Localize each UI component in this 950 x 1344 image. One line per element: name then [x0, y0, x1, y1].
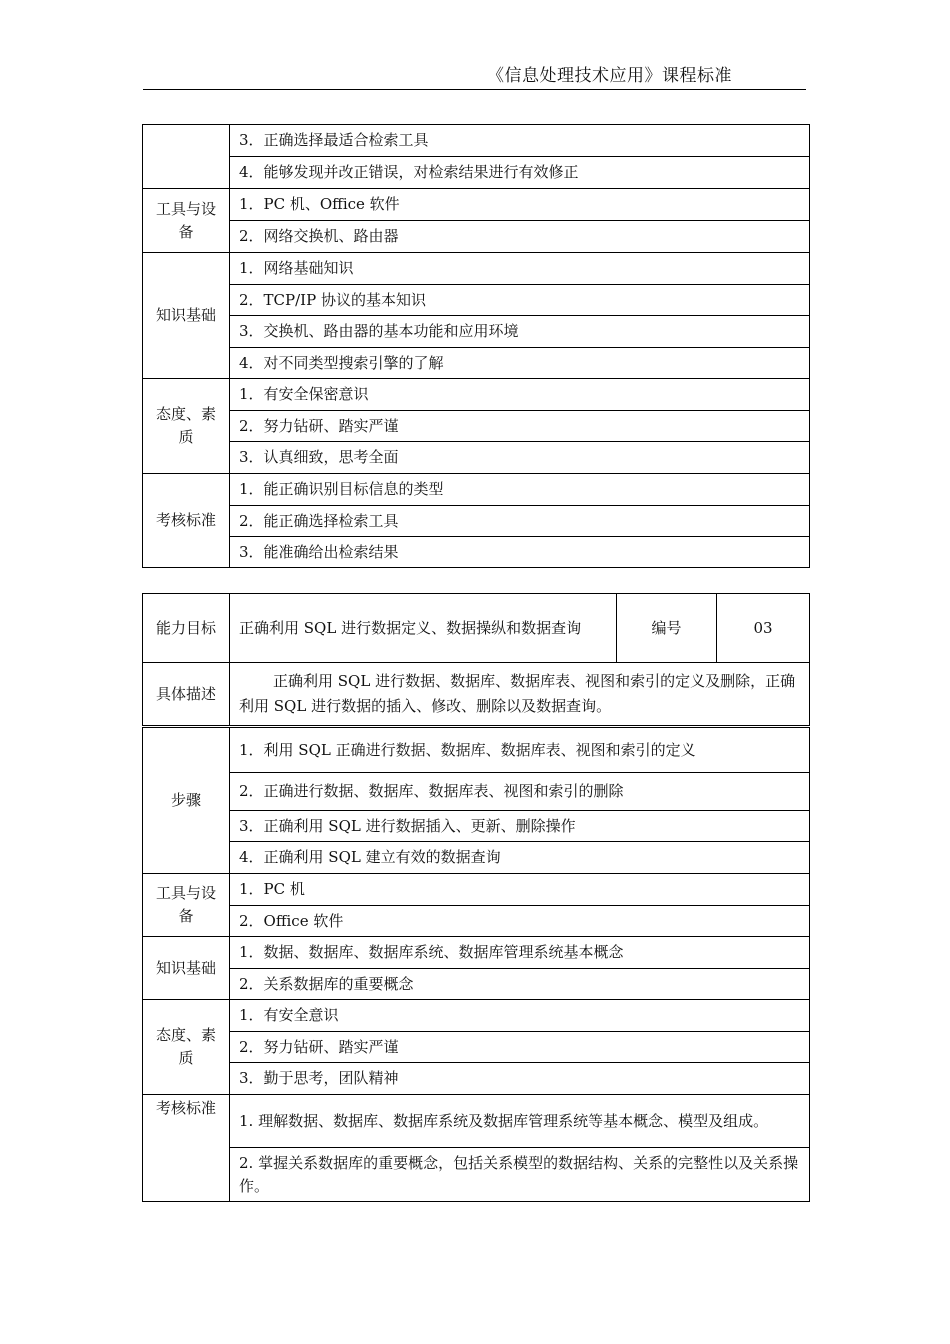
- description-label: 具体描述: [143, 663, 230, 727]
- list-item: 2．Office 软件: [230, 906, 810, 937]
- cat-assessment: 考核标准: [143, 1095, 230, 1202]
- list-item: 4．正确利用 SQL 建立有效的数据查询: [230, 842, 810, 874]
- list-item: 1．PC 机: [230, 874, 810, 906]
- list-item: 2．努力钻研、踏实严谨: [230, 1032, 810, 1063]
- cat-tools: 工具与设备: [143, 874, 230, 937]
- table-competency-continued: [142, 124, 810, 568]
- list-item: 2．TCP/IP 协议的基本知识: [230, 285, 810, 316]
- list-item: 3．交换机、路由器的基本功能和应用环境: [230, 316, 810, 348]
- list-item: 2. 掌握关系数据库的重要概念，包括关系模型的数据结构、关系的完整性以及关系操作。: [230, 1148, 810, 1202]
- list-item: 2．能正确选择检索工具: [230, 506, 810, 537]
- ability-label: 能力目标: [143, 594, 230, 663]
- list-item: 3．正确选择最适合检索工具: [230, 125, 810, 157]
- header-title: 《信息处理技术应用》课程标准: [487, 66, 732, 86]
- ability-value: 正确利用 SQL 进行数据定义、数据操纵和数据查询: [230, 594, 617, 663]
- cat-assessment: 考核标准: [143, 474, 230, 568]
- list-item: 1．有安全意识: [230, 1000, 810, 1032]
- description-text: 正确利用 SQL 进行数据、数据库、数据库表、视图和索引的定义及删除，正确利用 SQL 进行数据的插入、修改、删除以及数据查询。: [230, 663, 810, 727]
- list-item: 2．正确进行数据、数据库、数据库表、视图和索引的删除: [230, 773, 810, 811]
- list-item: 1．利用 SQL 正确进行数据、数据库、数据库表、视图和索引的定义: [230, 727, 810, 773]
- cat-steps: 步骤: [143, 727, 230, 874]
- table-competency-03: [142, 593, 810, 1202]
- cat-attitude: 态度、素质: [143, 1000, 230, 1095]
- number-value: 03: [717, 594, 810, 663]
- list-item: 3．正确利用 SQL 进行数据插入、更新、删除操作: [230, 811, 810, 842]
- list-item: 1．PC 机、Office 软件: [230, 189, 810, 221]
- number-label: 编号: [617, 594, 717, 663]
- list-item: 1. 理解数据、数据库、数据库系统及数据库管理系统等基本概念、模型及组成。: [230, 1095, 810, 1148]
- cat-tools: 工具与设备: [143, 189, 230, 253]
- list-item: 2．网络交换机、路由器: [230, 221, 810, 253]
- cat-empty: [143, 125, 230, 189]
- cat-knowledge: 知识基础: [143, 253, 230, 379]
- list-item: 1．能正确识别目标信息的类型: [230, 474, 810, 506]
- list-item: 3．认真细致，思考全面: [230, 442, 810, 474]
- page-header: [143, 64, 806, 90]
- list-item: 1．有安全保密意识: [230, 379, 810, 411]
- list-item: 2．关系数据库的重要概念: [230, 969, 810, 1000]
- cat-knowledge: 知识基础: [143, 937, 230, 1000]
- cat-attitude: 态度、素质: [143, 379, 230, 474]
- list-item: 1．网络基础知识: [230, 253, 810, 285]
- list-item: 3．能准确给出检索结果: [230, 537, 810, 568]
- list-item: 4．能够发现并改正错误，对检索结果进行有效修正: [230, 157, 810, 189]
- list-item: 4．对不同类型搜索引擎的了解: [230, 348, 810, 379]
- list-item: 3．勤于思考，团队精神: [230, 1063, 810, 1095]
- list-item: 1．数据、数据库、数据库系统、数据库管理系统基本概念: [230, 937, 810, 969]
- list-item: 2．努力钻研、踏实严谨: [230, 411, 810, 442]
